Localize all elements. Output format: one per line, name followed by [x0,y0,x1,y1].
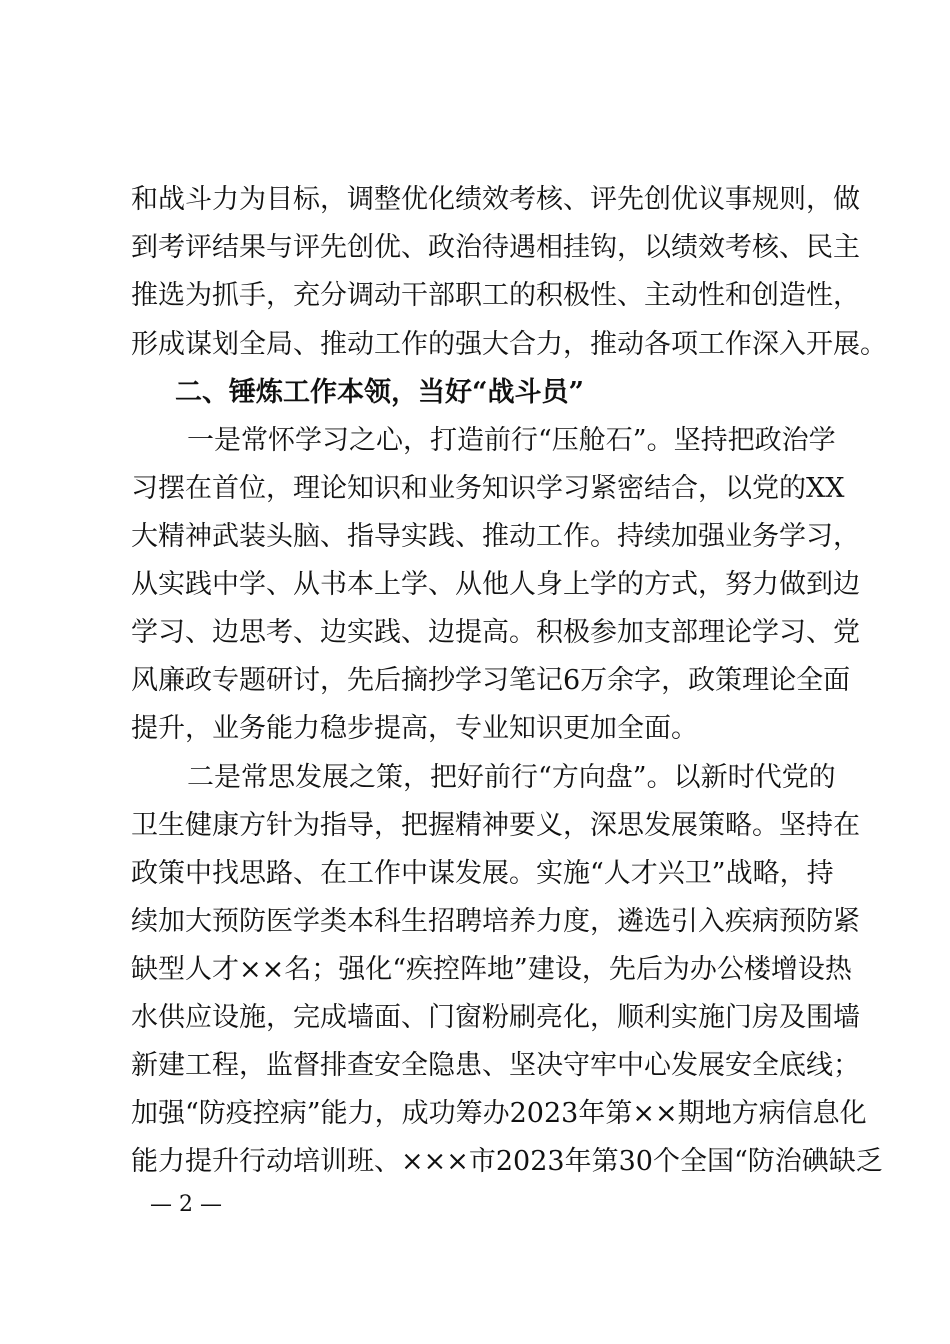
body-text-line: 和战斗力为目标，调整优化绩效考核、评先创优议事规则，做 [131,184,860,215]
body-text-line: 学习、边思考、边实践、边提高。积极参加支部理论学习、党 [131,617,860,648]
page-number: — 2 — [150,1192,222,1217]
body-text-line: 提升，业务能力稳步提高，专业知识更加全面。 [131,713,698,744]
section-heading: 二、锤炼工作本领，当好“战斗员” [175,377,585,408]
body-text-line: 加强“防疫控病”能力，成功筹办2023年第××期地方病信息化 [131,1098,867,1129]
body-text-line: 风廉政专题研讨，先后摘抄学习笔记6万余字，政策理论全面 [131,665,851,696]
body-text-line: 缺型人才××名；强化“疾控阵地”建设，先后为办公楼增设热 [131,954,852,985]
body-text-line: 政策中找思路、在工作中谋发展。实施“人才兴卫”战略，持 [131,858,834,889]
body-text-line: 习摆在首位，理论知识和业务知识学习紧密结合，以党的XX [131,473,845,504]
body-text-line: 大精神武装头脑、指导实践、推动工作。持续加强业务学习， [131,521,860,552]
body-text-line: 一是常怀学习之心，打造前行“压舱石”。坚持把政治学 [187,425,836,456]
body-text-line: 新建工程，监督排查安全隐患、坚决守牢中心发展安全底线； [131,1050,860,1081]
body-text-line: 形成谋划全局、推动工作的强大合力，推动各项工作深入开展。 [131,329,887,360]
body-text-line: 推选为抓手，充分调动干部职工的积极性、主动性和创造性， [131,280,860,311]
body-text-line: 到考评结果与评先创优、政治待遇相挂钩，以绩效考核、民主 [131,232,860,263]
body-text-line: 从实践中学、从书本上学、从他人身上学的方式，努力做到边 [131,569,860,600]
body-text-line: 水供应设施，完成墙面、门窗粉刷亮化，顺利实施门房及围墙 [131,1002,860,1033]
body-text-line: 二是常思发展之策，把好前行“方向盘”。以新时代党的 [187,762,836,793]
body-text-line: 卫生健康方针为指导，把握精神要义，深思发展策略。坚持在 [131,810,860,841]
body-text-line: 能力提升行动培训班、×××市2023年第30个全国“防治碘缺乏 [131,1146,883,1177]
body-text-line: 续加大预防医学类本科生招聘培养力度，遴选引入疾病预防紧 [131,906,860,937]
